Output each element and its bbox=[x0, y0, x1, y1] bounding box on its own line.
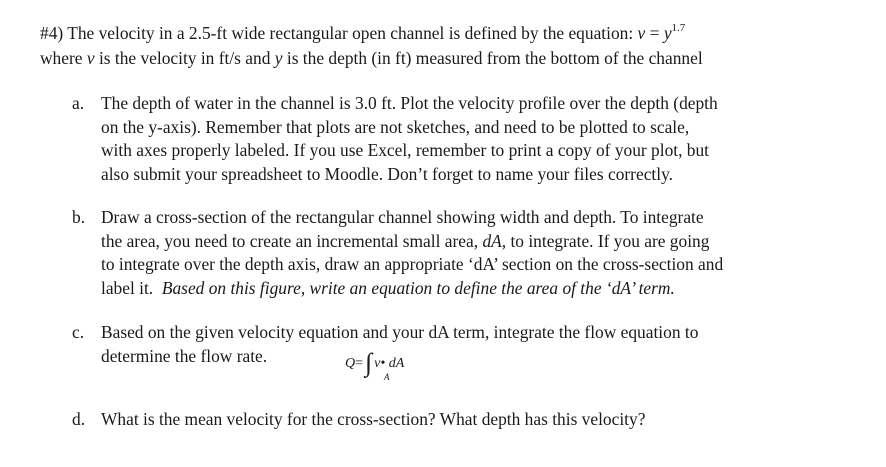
part-b bbox=[72, 206, 862, 300]
eq-equals-sign: = bbox=[355, 356, 364, 371]
flow-rate-equation bbox=[345, 344, 405, 382]
problem-intro-text: #4) The velocity in a 2.5-ft wide rectangular open channel is defined by the equation: bbox=[40, 23, 634, 43]
part-b-line bbox=[101, 230, 862, 254]
part-d-line: What is the mean velocity for the cross-section? What depth has this velocity? bbox=[101, 409, 646, 429]
integral-sign: ∫ bbox=[365, 348, 373, 377]
definition-text: is the velocity in ft/s and bbox=[98, 48, 271, 68]
part-a-text bbox=[101, 92, 862, 186]
part-a-line: on the y-axis). Remember that plots are not sketches, and need to be plotted to scale, bbox=[101, 116, 690, 137]
part-c-text bbox=[101, 321, 862, 368]
part-d bbox=[72, 408, 862, 432]
part-b-line: to integrate over the depth axis, draw an appropriate ‘dA’ section on the cross-section and bbox=[101, 254, 724, 274]
eq-exponent: 1.7 bbox=[671, 22, 686, 34]
eq-v: v bbox=[637, 23, 646, 43]
eq-q: Q bbox=[345, 356, 356, 371]
part-c-line: determine the flow rate. bbox=[101, 345, 268, 366]
part-b-line2-post: to integrate. If you are going bbox=[510, 230, 710, 251]
part-c-marker: c. bbox=[72, 322, 85, 342]
part-a-marker: a. bbox=[72, 93, 85, 113]
part-b-marker: b. bbox=[72, 207, 86, 227]
definition-text-rest: is the depth (in ft) measured from the bottom of the channel bbox=[286, 48, 703, 68]
eq-y: y bbox=[663, 23, 672, 43]
part-d-text bbox=[101, 408, 862, 432]
eq-integrand: v• dA bbox=[374, 356, 405, 371]
var-v: v bbox=[86, 48, 95, 68]
velocity-equation bbox=[638, 23, 686, 43]
part-b-text bbox=[101, 206, 862, 300]
part-a bbox=[72, 92, 862, 186]
da-term: dA, bbox=[482, 230, 507, 251]
part-b-emphasis: Based on this figure, write an equation to define the area of the ‘dA’ term. bbox=[161, 277, 675, 298]
part-b-line4-pre: label it. bbox=[101, 277, 154, 298]
problem-line-1 bbox=[40, 22, 870, 47]
part-d-marker: d. bbox=[72, 409, 86, 429]
part-b-line bbox=[101, 277, 862, 301]
eq-equals: = bbox=[649, 23, 660, 43]
problem-line-2 bbox=[40, 47, 870, 69]
problem-statement bbox=[40, 22, 870, 69]
part-a-line: with axes properly labeled. If you use Excel, remember to print a copy of your plot, but bbox=[101, 140, 710, 160]
part-b-line2-pre: the area, you need to create an incremental small area, bbox=[101, 230, 479, 251]
part-b-line: Draw a cross-section of the rectangular channel showing width and depth. To integrate bbox=[101, 207, 704, 227]
var-y: y bbox=[274, 48, 283, 68]
where-text: where bbox=[40, 48, 83, 68]
part-a-line: also submit your spreadsheet to Moodle. Don’t forget to name your files correctly. bbox=[101, 163, 673, 184]
part-c-line: Based on the given velocity equation and your dA term, integrate the flow equation to bbox=[101, 322, 699, 342]
part-a-line: The depth of water in the channel is 3.0 ft. Plot the velocity profile over the depth (depth bbox=[101, 93, 718, 113]
integral-limit: A bbox=[384, 372, 390, 382]
part-c bbox=[72, 321, 862, 368]
